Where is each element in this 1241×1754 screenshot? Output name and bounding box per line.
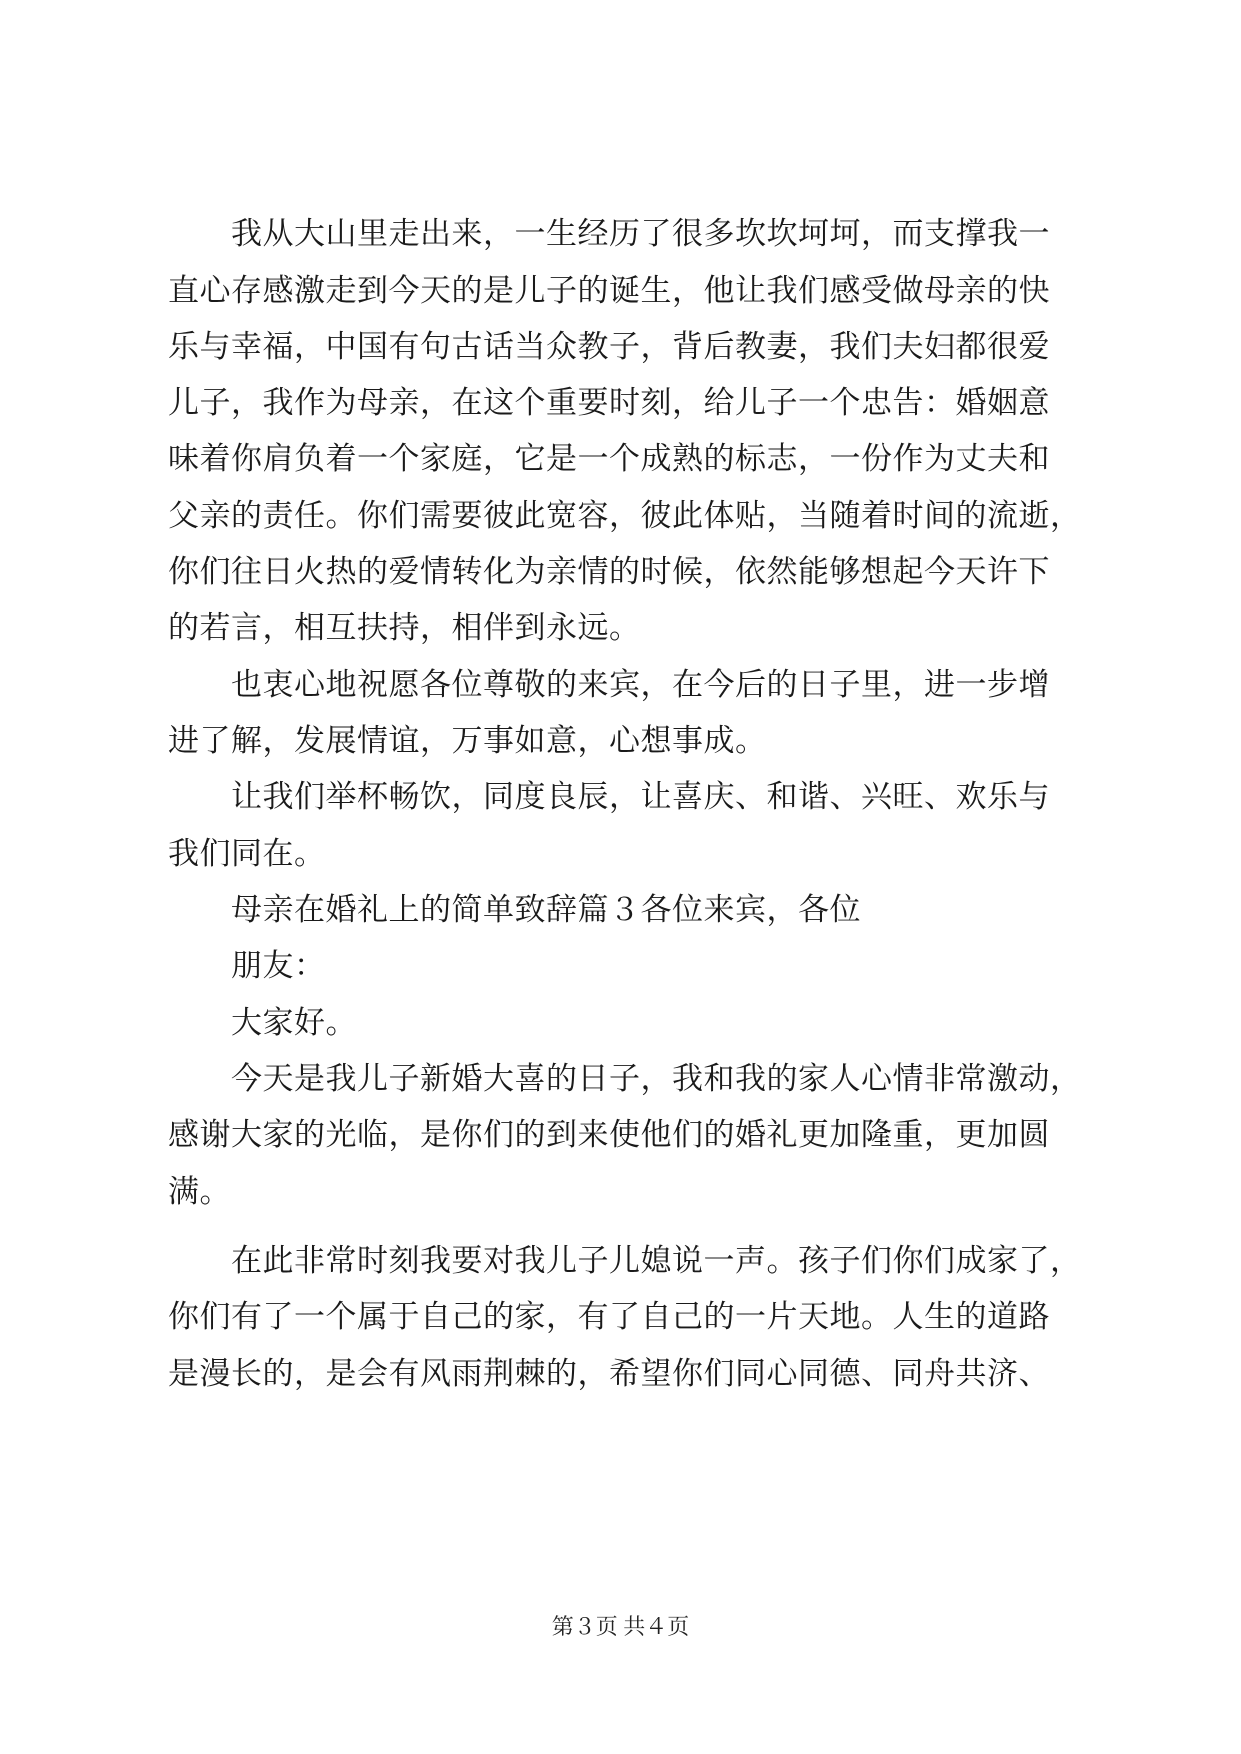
text-line: 你们有了一个属于自己的家，有了自己的一片天地。人生的道路: [168, 1299, 1050, 1335]
text-line: 我们同在。: [168, 836, 326, 872]
text-line: 乐与幸福，中国有句古话当众教子，背后教妻，我们夫妇都很爱: [168, 329, 1050, 365]
text-line: 儿子，我作为母亲，在这个重要时刻，给儿子一个忠告：婚姻意: [168, 385, 1050, 421]
text-line: 我从大山里走出来，一生经历了很多坎坎坷坷，而支撑我一: [231, 216, 1050, 252]
text-line: 今天是我儿子新婚大喜的日子，我和我的家人心情非常激动，: [231, 1061, 1082, 1097]
text-line: 朋友：: [231, 948, 326, 984]
text-line: 大家好。: [231, 1005, 357, 1041]
text-line: 也衷心地祝愿各位尊敬的来宾，在今后的日子里，进一步增: [231, 667, 1050, 703]
text-line: 味着你肩负着一个家庭，它是一个成熟的标志，一份作为丈夫和: [168, 441, 1050, 477]
text-line: 进了解，发展情谊，万事如意，心想事成。: [168, 723, 767, 759]
text-line: 的若言，相互扶持，相伴到永远。: [168, 610, 641, 646]
section-heading: 母亲在婚礼上的简单致辞篇３各位来宾，各位: [231, 892, 861, 928]
text-line: 你们往日火热的爱情转化为亲情的时候，依然能够想起今天许下: [168, 554, 1050, 590]
text-line: 直心存感激走到今天的是儿子的诞生，他让我们感受做母亲的快: [168, 273, 1050, 309]
text-line: 父亲的责任。你们需要彼此宽容，彼此体贴，当随着时间的流逝，: [168, 498, 1082, 534]
text-line: 满。: [168, 1174, 231, 1210]
text-line: 让我们举杯畅饮，同度良辰，让喜庆、和谐、兴旺、欢乐与: [231, 779, 1050, 815]
page-number: 第３页 共４页: [551, 1614, 690, 1639]
text-line: 在此非常时刻我要对我儿子儿媳说一声。孩子们你们成家了，: [231, 1243, 1082, 1279]
text-line: 感谢大家的光临，是你们的到来使他们的婚礼更加隆重，更加圆: [168, 1117, 1050, 1153]
text-line: 是漫长的，是会有风雨荆棘的，希望你们同心同德、同舟共济、: [168, 1356, 1050, 1392]
